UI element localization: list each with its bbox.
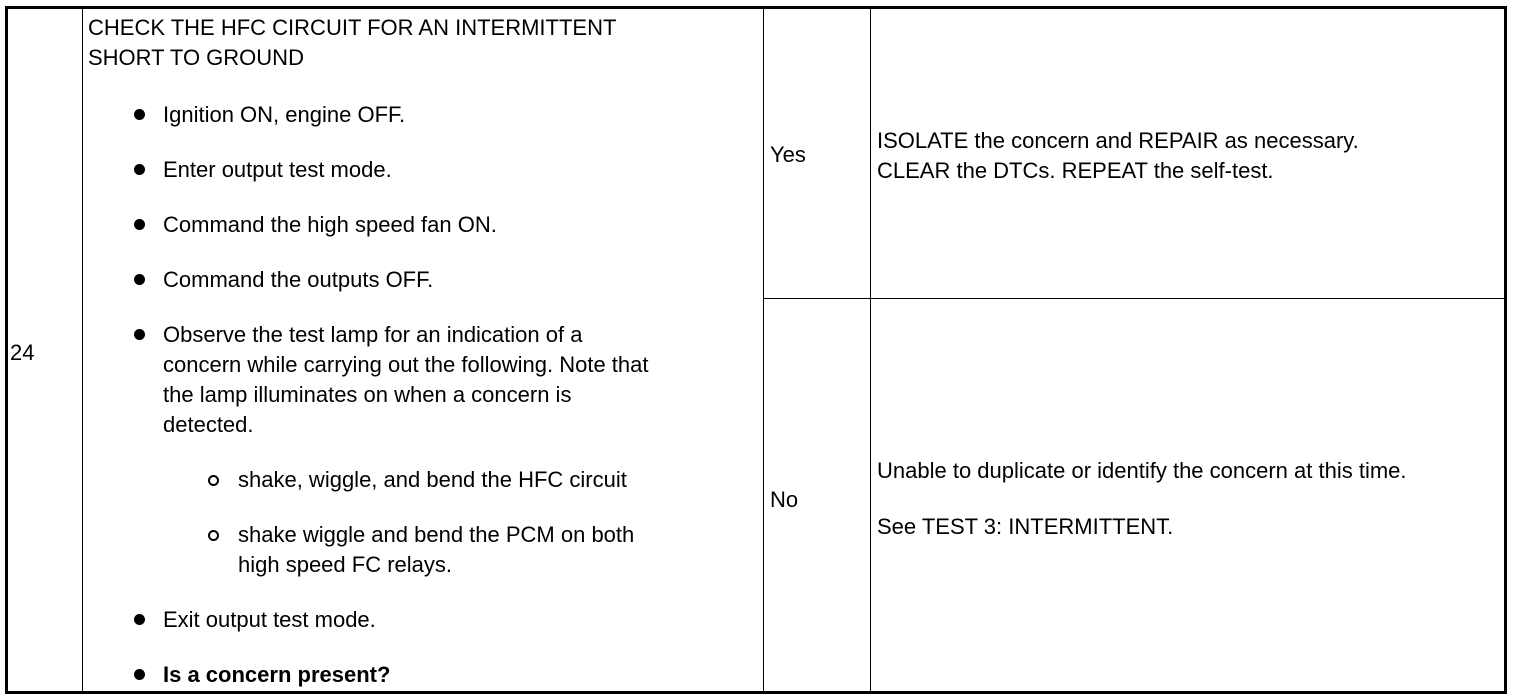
bullet-observe-line4: detected. [163, 412, 254, 437]
diagnostic-table [5, 6, 1507, 694]
column-divider-step [82, 9, 83, 691]
bullet-question: Is a concern present? [163, 662, 391, 687]
bullet-enter-output-test: Enter output test mode. [163, 157, 392, 182]
test-title-line2: SHORT TO GROUND [88, 45, 304, 70]
sub-bullet-icon [208, 475, 219, 486]
sub-bullet-pcm-line2: high speed FC relays. [238, 552, 452, 577]
no-action-line1: Unable to duplicate or identify the concern at this time. [877, 458, 1407, 483]
bullet-exit-output-test: Exit output test mode. [163, 607, 376, 632]
result-label-yes: Yes [770, 142, 806, 167]
bullet-observe-line1: Observe the test lamp for an indication of a [163, 322, 583, 347]
step-number: 24 [10, 340, 35, 365]
bullet-ignition: Ignition ON, engine OFF. [163, 102, 406, 127]
result-label-no: No [770, 487, 799, 512]
sub-bullet-pcm-line1: shake wiggle and bend the PCM on both [238, 522, 635, 547]
yes-action-line1: ISOLATE the concern and REPAIR as necessary. [877, 128, 1359, 153]
bullet-command-fan: Command the high speed fan ON. [163, 212, 497, 237]
sub-bullet-icon [208, 530, 219, 541]
column-divider-result [870, 9, 871, 691]
row-divider-yes-no [763, 298, 1504, 299]
sub-bullet-hfc-circuit: shake, wiggle, and bend the HFC circuit [238, 467, 627, 492]
column-divider-test [763, 9, 764, 691]
bullet-command-outputs-off: Command the outputs OFF. [163, 267, 434, 292]
bullet-icon [134, 614, 145, 625]
test-title-line1: CHECK THE HFC CIRCUIT FOR AN INTERMITTENT [88, 15, 617, 40]
yes-action-line2: CLEAR the DTCs. REPEAT the self-test. [877, 158, 1274, 183]
bullet-icon [134, 329, 145, 340]
bullet-icon [134, 669, 145, 680]
bullet-icon [134, 164, 145, 175]
bullet-icon [134, 109, 145, 120]
bullet-icon [134, 219, 145, 230]
bullet-observe-line2: concern while carrying out the following. Note that [163, 352, 649, 377]
bullet-icon [134, 274, 145, 285]
bullet-observe-line3: the lamp illuminates on when a concern is [163, 382, 572, 407]
no-action-line2: See TEST 3: INTERMITTENT. [877, 514, 1174, 539]
